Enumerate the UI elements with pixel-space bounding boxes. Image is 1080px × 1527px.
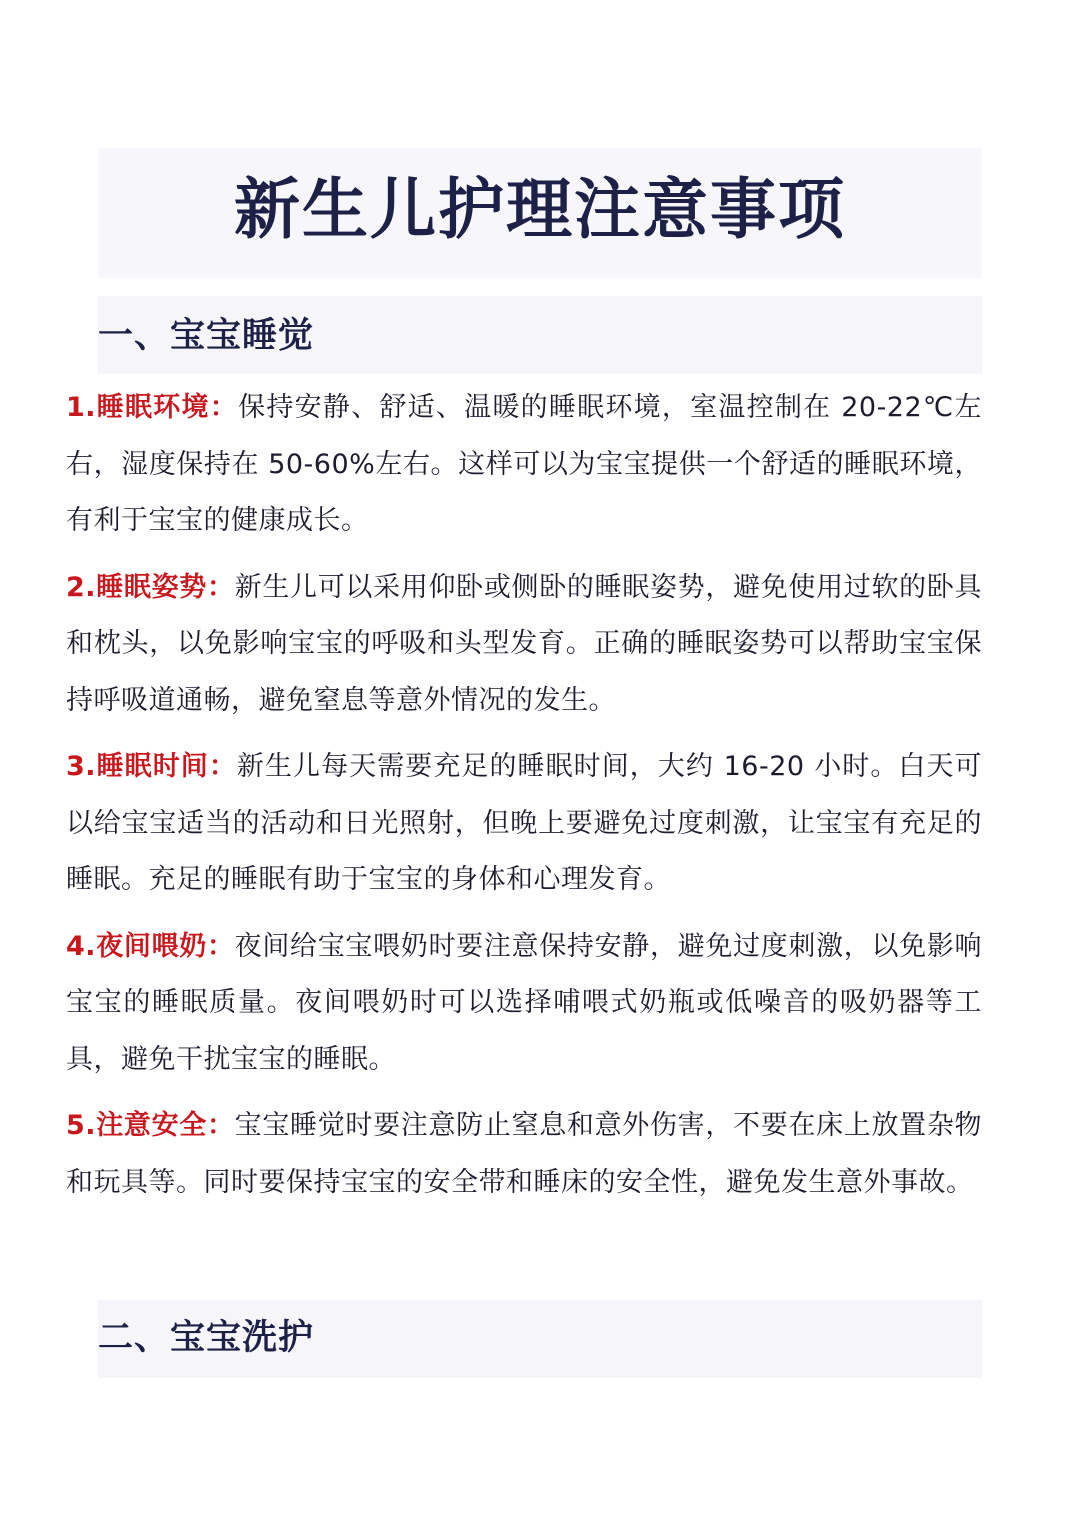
list-item-safety [66,1098,982,1211]
list-item-sleep-posture [66,560,982,730]
item-text: 夜间给宝宝喂奶时要注意保持安静，避免过度刺激，以免影响宝宝的睡眠质量。夜间喂奶时可以选择哺喂式奶瓶或低噪音的吸奶器等工具，避免干扰宝宝的睡眠。 [66,930,983,1075]
item-label: 3.睡眠时间： [66,751,237,782]
list-item-sleep-time [66,739,982,909]
list-item-night-feeding [66,919,982,1089]
item-label: 5.注意安全： [66,1110,235,1141]
section-heading-sleep: 一、宝宝睡觉 [98,316,315,356]
section-heading-washing: 二、宝宝洗护 [98,1318,315,1358]
item-text: 新生儿可以采用仰卧或侧卧的睡眠姿势，避免使用过软的卧具和枕头，以免影响宝宝的呼吸和头型发育。正确的睡眠姿势可以帮助宝宝保持呼吸道通畅，避免窒息等意外情况的发生。 [66,571,983,716]
item-text: 新生儿每天需要充足的睡眠时间，大约 16-20 小时。白天可以给宝宝适当的活动和日光照射，但晚上要避免过度刺激，让宝宝有充足的睡眠。充足的睡眠有助于宝宝的身体和心理发育。 [66,751,983,895]
item-text: 宝宝睡觉时要注意防止窒息和意外伤害，不要在床上放置杂物和玩具等。同时要保持宝宝的安全带和睡床的安全性，避免发生意外事故。 [66,1110,983,1198]
item-label: 4.夜间喂奶： [66,930,235,962]
page-title: 新生儿护理注意事项 [234,171,846,248]
item-text: 保持安静、舒适、温暖的睡眠环境，室温控制在 20-22℃左右，湿度保持在 50-60%左右。这样可以为宝宝提供一个舒适的睡眠环境，有利于宝宝的健康成长。 [66,392,982,536]
item-label: 2.睡眠姿势： [66,571,235,603]
item-label: 1.睡眠环境： [66,392,239,423]
sleep-items-list [66,380,982,1221]
list-item-sleep-environment [66,380,982,550]
